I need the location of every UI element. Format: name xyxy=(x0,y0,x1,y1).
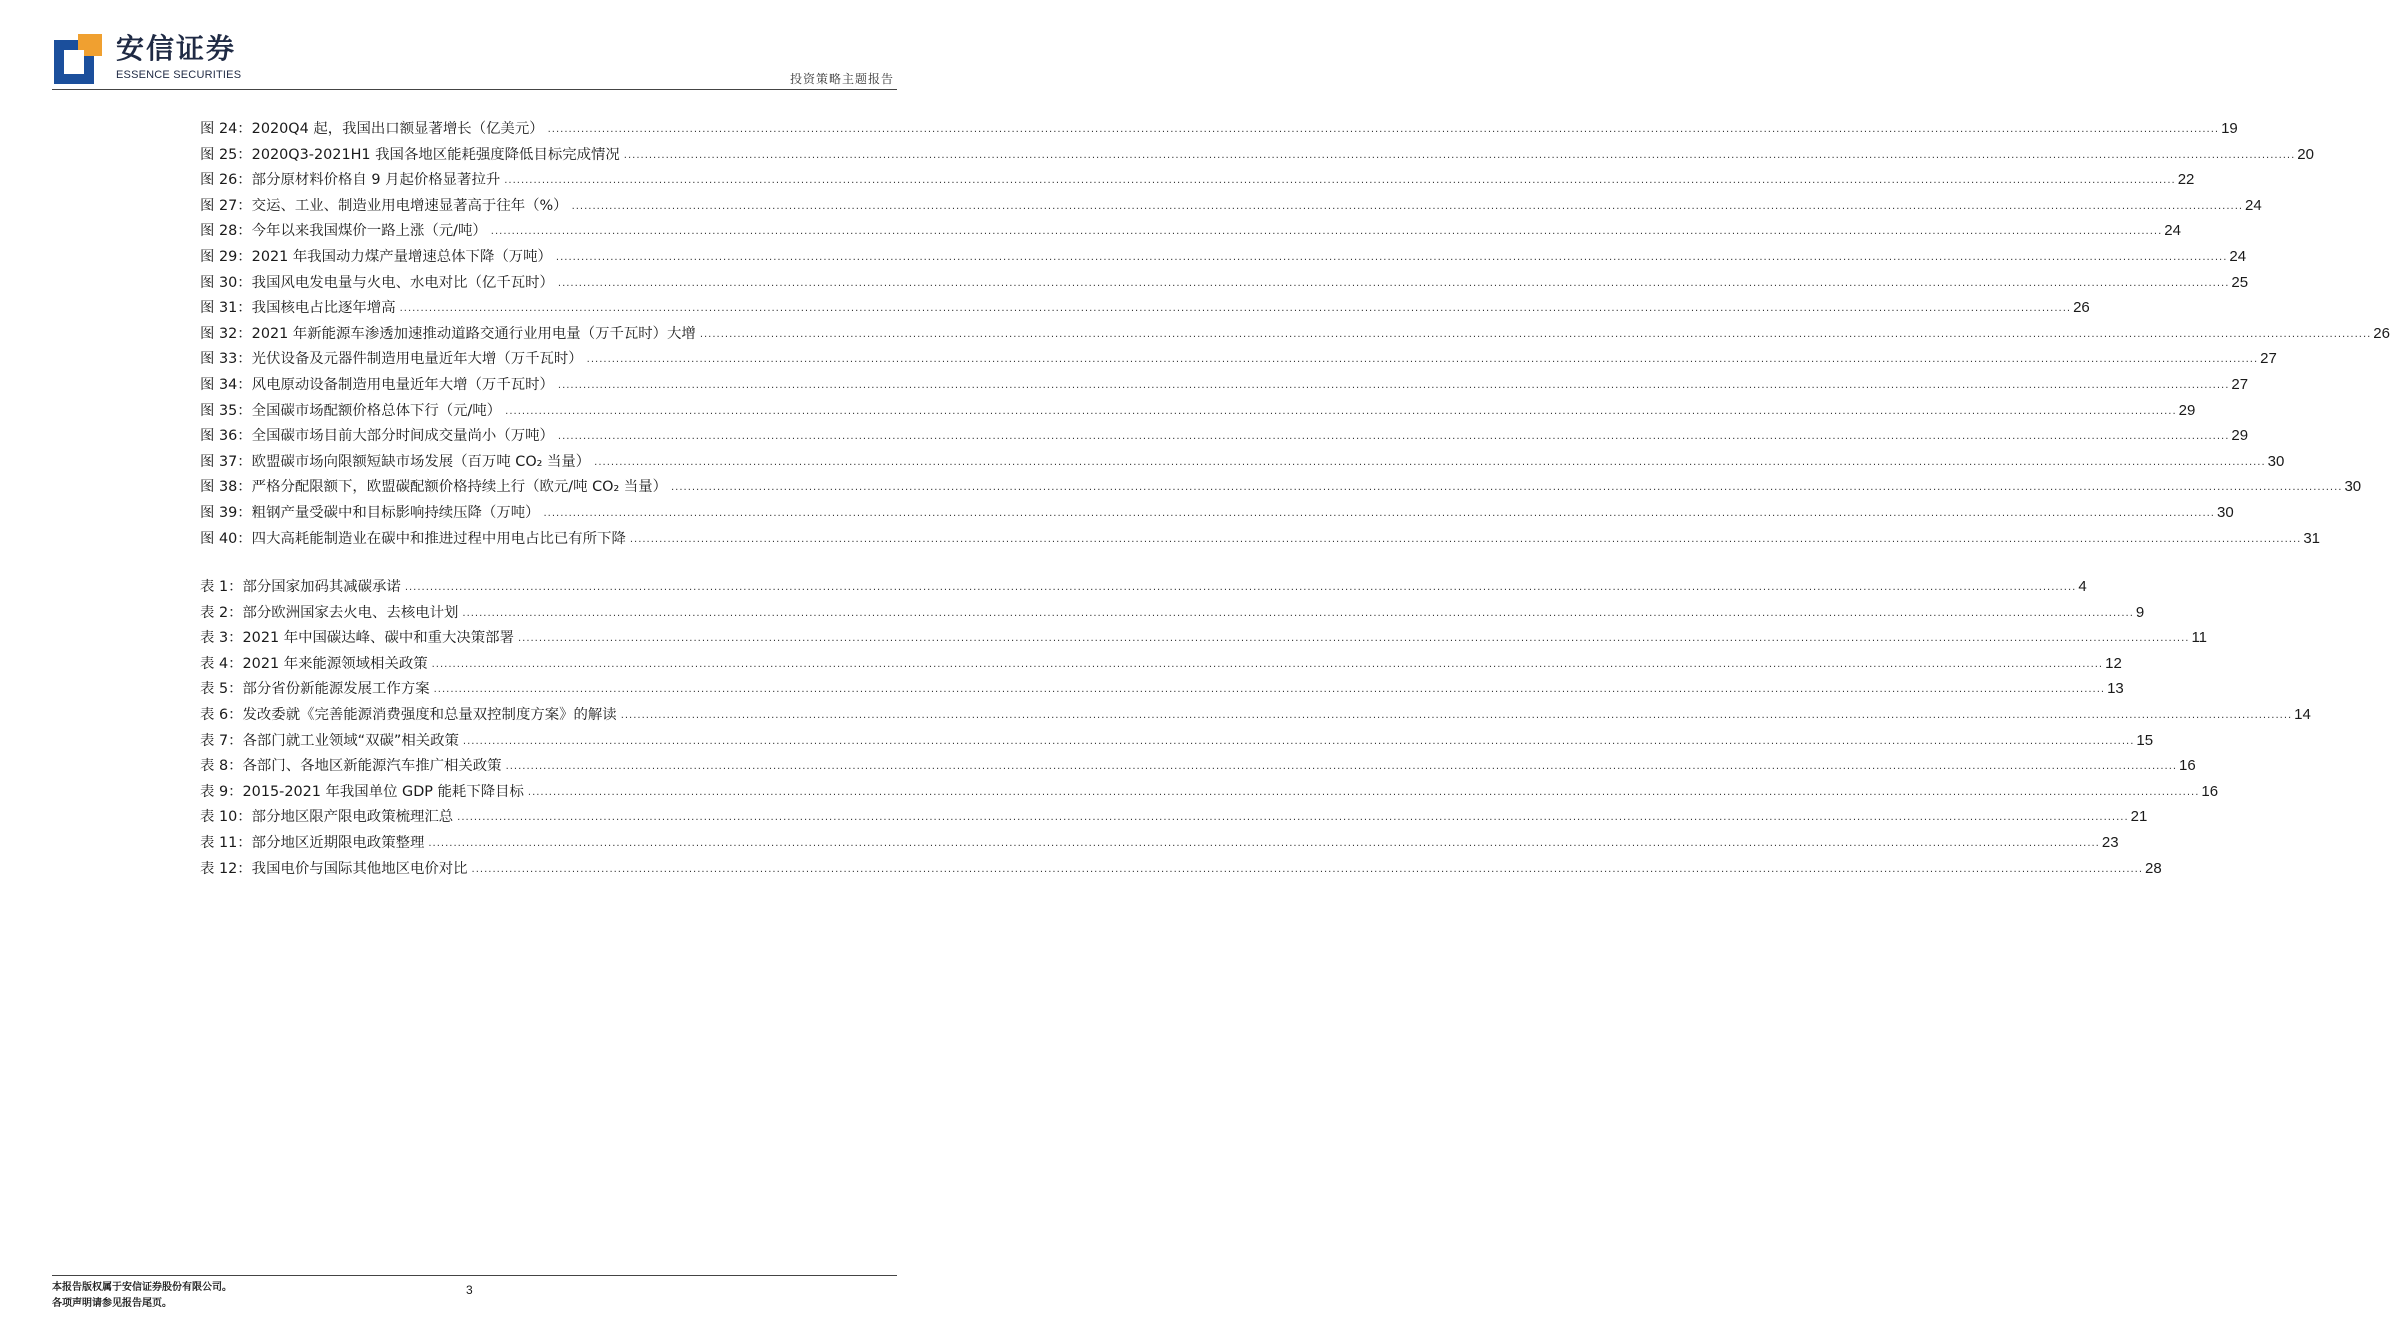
entry-label: 表 12： xyxy=(200,860,252,877)
entry-title: 今年以来我国煤价一路上涨（元/吨） xyxy=(251,223,487,240)
entry-page-number: 24 xyxy=(2164,222,2181,240)
entry-label: 图 31： xyxy=(200,300,252,317)
entry-page-number: 20 xyxy=(2297,145,2314,163)
dot-leader: ................................................................................................................................................................................................................................................................................................................................................................................................................ xyxy=(517,633,2190,645)
entry-title: 部分国家加码其减碳承诺 xyxy=(242,579,401,596)
entry-label: 图 25： xyxy=(200,146,252,163)
entry-title: 严格分配限额下，欧盟碳配额价格持续上行（欧元/吨 CO₂ 当量） xyxy=(251,479,667,496)
figure-entry[interactable] xyxy=(200,218,2181,244)
entry-page-number: 9 xyxy=(2135,603,2145,621)
dot-leader: ................................................................................................................................................................................................................................................................................................................................................................................................................ xyxy=(457,812,2129,824)
entry-title: 部分地区近期限电政策整理 xyxy=(251,835,425,852)
dot-leader: ................................................................................................................................................................................................................................................................................................................................................................................................................ xyxy=(505,761,2178,773)
figure-entry[interactable] xyxy=(200,474,2362,500)
dot-leader: ................................................................................................................................................................................................................................................................................................................................................................................................................ xyxy=(555,251,2228,263)
entry-title: 2020Q3-2021H1 我国各地区能耗强度降低目标完成情况 xyxy=(251,146,620,163)
dot-leader: ................................................................................................................................................................................................................................................................................................................................................................................................................ xyxy=(462,607,2134,619)
entry-page-number: 24 xyxy=(2229,247,2247,265)
dot-leader: ................................................................................................................................................................................................................................................................................................................................................................................................................ xyxy=(557,379,2230,391)
dot-leader: ................................................................................................................................................................................................................................................................................................................................................................................................................ xyxy=(490,226,2163,238)
entry-page-number: 31 xyxy=(2303,529,2321,547)
entry-page-number: 22 xyxy=(2177,171,2195,189)
entry-title: 我国核电占比逐年增高 xyxy=(251,300,396,317)
entry-label: 表 9： xyxy=(200,783,243,800)
entry-page-number: 28 xyxy=(2145,859,2162,877)
entry-page-number: 19 xyxy=(2221,120,2238,137)
entry-page-number: 27 xyxy=(2260,350,2277,368)
brand-name-en: ESSENCE SECURITIES xyxy=(116,69,242,81)
dot-leader: ................................................................................................................................................................................................................................................................................................................................................................................................................ xyxy=(586,354,2259,366)
dot-leader: ................................................................................................................................................................................................................................................................................................................................................................................................................ xyxy=(623,149,2296,161)
entry-label: 表 5： xyxy=(200,681,243,698)
entry-label: 图 35： xyxy=(200,402,252,419)
entry-label: 表 8： xyxy=(200,758,243,775)
table-entry[interactable] xyxy=(200,779,2219,805)
dot-leader: ................................................................................................................................................................................................................................................................................................................................................................................................................ xyxy=(594,456,2266,468)
table-entry[interactable] xyxy=(200,753,2196,779)
figure-entry[interactable] xyxy=(200,142,2314,168)
dot-leader: ................................................................................................................................................................................................................................................................................................................................................................................................................ xyxy=(557,431,2230,443)
entry-label: 图 27： xyxy=(200,197,252,214)
entry-title: 部分原材料价格自 9 月起价格显著拉升 xyxy=(251,172,501,189)
entry-page-number: 29 xyxy=(2231,427,2249,445)
entry-title: 2021 年来能源领域相关政策 xyxy=(242,655,428,672)
footer-notes xyxy=(52,1280,232,1312)
dot-leader: ................................................................................................................................................................................................................................................................................................................................................................................................................ xyxy=(557,277,2230,289)
entry-page-number: 11 xyxy=(2191,629,2208,647)
entry-page-number: 24 xyxy=(2245,196,2262,214)
figure-entry[interactable] xyxy=(200,116,2238,142)
entry-page-number: 12 xyxy=(2105,654,2122,672)
entry-title: 全国碳市场配额价格总体下行（元/吨） xyxy=(251,402,502,419)
entry-label: 图 26： xyxy=(200,172,252,189)
entry-page-number: 30 xyxy=(2344,478,2362,496)
entry-label: 图 38： xyxy=(200,479,252,496)
entry-label: 表 10： xyxy=(200,809,252,826)
entry-page-number: 13 xyxy=(2107,680,2124,698)
entry-page-number: 21 xyxy=(2130,808,2148,826)
dot-leader: ................................................................................................................................................................................................................................................................................................................................................................................................................ xyxy=(404,582,2077,594)
figure-entry[interactable] xyxy=(200,372,2249,398)
entry-label: 图 29： xyxy=(200,248,252,265)
entry-title: 全国碳市场目前大部分时间成交量尚小（万吨） xyxy=(251,428,554,445)
entry-title: 部分地区限产限电政策梳理汇总 xyxy=(251,809,454,826)
entry-title: 四大高耗能制造业在碳中和推进过程中用电占比已有所下降 xyxy=(251,530,626,547)
entry-page-number: 29 xyxy=(2178,401,2196,419)
entry-title: 各部门就工业领域“双碳”相关政策 xyxy=(242,732,459,749)
dot-leader: ................................................................................................................................................................................................................................................................................................................................................................................................................ xyxy=(462,735,2135,747)
dot-leader: ................................................................................................................................................................................................................................................................................................................................................................................................................ xyxy=(428,838,2100,850)
dot-leader: ................................................................................................................................................................................................................................................................................................................................................................................................................ xyxy=(547,124,2220,135)
figure-entry[interactable] xyxy=(200,526,2321,552)
report-type: 投资策略主题报告 xyxy=(789,72,894,86)
entry-label: 图 37： xyxy=(200,453,252,470)
header-divider xyxy=(52,89,897,90)
figure-entry[interactable] xyxy=(200,500,2234,526)
dot-leader: ................................................................................................................................................................................................................................................................................................................................................................................................................ xyxy=(471,863,2144,875)
entry-label: 图 32： xyxy=(200,325,252,342)
dot-leader: ................................................................................................................................................................................................................................................................................................................................................................................................................ xyxy=(433,684,2106,696)
entry-label: 图 39： xyxy=(200,504,252,521)
entry-page-number: 4 xyxy=(2078,578,2087,596)
page-number: 3 xyxy=(466,1283,473,1297)
figure-entry[interactable] xyxy=(200,193,2262,219)
table-entry[interactable] xyxy=(200,574,2087,600)
entry-title: 部分欧洲国家去火电、去核电计划 xyxy=(242,604,459,621)
entry-label: 表 7： xyxy=(200,732,243,749)
disclaimer-note: 各项声明请参见报告尾页。 xyxy=(52,1298,172,1309)
entry-label: 图 30： xyxy=(200,274,252,291)
table-list xyxy=(200,574,2311,881)
entry-page-number: 14 xyxy=(2294,706,2311,724)
table-of-contents xyxy=(200,116,2390,881)
entry-label: 图 40： xyxy=(200,530,252,547)
entry-title: 交运、工业、制造业用电增速显著高于往年（%） xyxy=(251,197,568,214)
entry-page-number: 15 xyxy=(2136,731,2154,749)
entry-label: 图 28： xyxy=(200,223,252,240)
table-entry[interactable] xyxy=(200,830,2119,856)
entry-title: 我国风电发电量与火电、水电对比（亿千瓦时） xyxy=(251,274,554,291)
entry-title: 2021 年中国碳达峰、碳中和重大决策部署 xyxy=(242,630,514,647)
dot-leader: ................................................................................................................................................................................................................................................................................................................................................................................................................ xyxy=(620,710,2293,722)
entry-title: 2015-2021 年我国单位 GDP 能耗下降目标 xyxy=(242,783,524,800)
entry-page-number: 25 xyxy=(2231,273,2249,291)
figure-entry[interactable] xyxy=(200,423,2249,449)
entry-label: 图 36： xyxy=(200,428,252,445)
figure-entry[interactable] xyxy=(200,295,2090,321)
table-entry[interactable] xyxy=(200,651,2122,677)
entry-page-number: 26 xyxy=(2373,324,2390,342)
entry-label: 图 24： xyxy=(200,121,252,137)
table-entry[interactable] xyxy=(200,702,2311,728)
entry-page-number: 30 xyxy=(2267,452,2285,470)
figure-list xyxy=(200,116,2390,551)
figure-entry[interactable] xyxy=(200,167,2195,193)
entry-page-number: 27 xyxy=(2231,375,2249,393)
entry-label: 表 6： xyxy=(200,707,243,724)
table-entry[interactable] xyxy=(200,856,2162,882)
figure-entry[interactable] xyxy=(200,244,2247,270)
figure-entry[interactable] xyxy=(200,346,2277,372)
table-entry[interactable] xyxy=(200,625,2208,651)
entry-label: 表 3： xyxy=(200,630,243,647)
dot-leader: ................................................................................................................................................................................................................................................................................................................................................................................................................ xyxy=(543,507,2215,519)
entry-title: 光伏设备及元器件制造用电量近年大增（万千瓦时） xyxy=(251,351,583,368)
entry-title: 2021 年我国动力煤产量增速总体下降（万吨） xyxy=(251,248,552,265)
footer-divider xyxy=(52,1275,897,1276)
entry-title: 部分省份新能源发展工作方案 xyxy=(242,681,430,698)
entry-label: 图 33： xyxy=(200,351,252,368)
essence-logo-icon xyxy=(54,34,102,84)
entry-title: 风电原动设备制造用电量近年大增（万千瓦时） xyxy=(251,376,554,393)
entry-label: 表 2： xyxy=(200,604,243,621)
entry-title: 我国电价与国际其他地区电价对比 xyxy=(251,860,468,877)
dot-leader: ................................................................................................................................................................................................................................................................................................................................................................................................................ xyxy=(571,200,2244,212)
entry-title: 各部门、各地区新能源汽车推广相关政策 xyxy=(242,758,502,775)
table-entry[interactable] xyxy=(200,676,2124,702)
entry-page-number: 16 xyxy=(2201,782,2219,800)
figure-entry[interactable] xyxy=(200,321,2390,347)
entry-page-number: 23 xyxy=(2101,834,2119,852)
entry-title: 发改委就《完善能源消费强度和总量双控制度方案》的解读 xyxy=(242,707,617,724)
dot-leader: ................................................................................................................................................................................................................................................................................................................................................................................................................ xyxy=(670,482,2343,494)
page-header xyxy=(0,0,950,92)
entry-title: 欧盟碳市场向限额短缺市场发展（百万吨 CO₂ 当量） xyxy=(251,453,591,470)
dot-leader: ................................................................................................................................................................................................................................................................................................................................................................................................................ xyxy=(399,303,2072,315)
table-entry[interactable] xyxy=(200,728,2154,754)
entry-page-number: 30 xyxy=(2216,503,2234,521)
entry-label: 表 4： xyxy=(200,655,243,672)
table-entry[interactable] xyxy=(200,600,2145,626)
dot-leader: ................................................................................................................................................................................................................................................................................................................................................................................................................ xyxy=(505,405,2177,417)
entry-title: 2020Q4 起，我国出口额显著增长（亿美元） xyxy=(251,121,544,137)
figure-entry[interactable] xyxy=(200,270,2249,296)
figure-entry[interactable] xyxy=(200,398,2196,424)
entry-title: 2021 年新能源车渗透加速推动道路交通行业用电量（万千瓦时）大增 xyxy=(251,325,696,342)
dot-leader: ................................................................................................................................................................................................................................................................................................................................................................................................................ xyxy=(527,786,2200,798)
copyright-note: 本报告版权属于安信证券股份有限公司。 xyxy=(52,1282,232,1293)
entry-page-number: 26 xyxy=(2073,299,2090,317)
list-spacer xyxy=(200,551,895,574)
dot-leader: ................................................................................................................................................................................................................................................................................................................................................................................................................ xyxy=(431,658,2104,670)
dot-leader: ................................................................................................................................................................................................................................................................................................................................................................................................................ xyxy=(504,175,2176,187)
entry-page-number: 16 xyxy=(2179,757,2196,775)
figure-entry[interactable] xyxy=(200,449,2285,475)
entry-label: 表 1： xyxy=(200,579,243,596)
entry-title: 粗钢产量受碳中和目标影响持续压降（万吨） xyxy=(251,504,540,521)
brand-name-cn: 安信证券 xyxy=(116,32,237,65)
dot-leader: ................................................................................................................................................................................................................................................................................................................................................................................................................ xyxy=(699,328,2372,340)
entry-label: 图 34： xyxy=(200,376,252,393)
table-entry[interactable] xyxy=(200,804,2148,830)
dot-leader: ................................................................................................................................................................................................................................................................................................................................................................................................................ xyxy=(629,533,2302,545)
entry-label: 表 11： xyxy=(200,835,252,852)
